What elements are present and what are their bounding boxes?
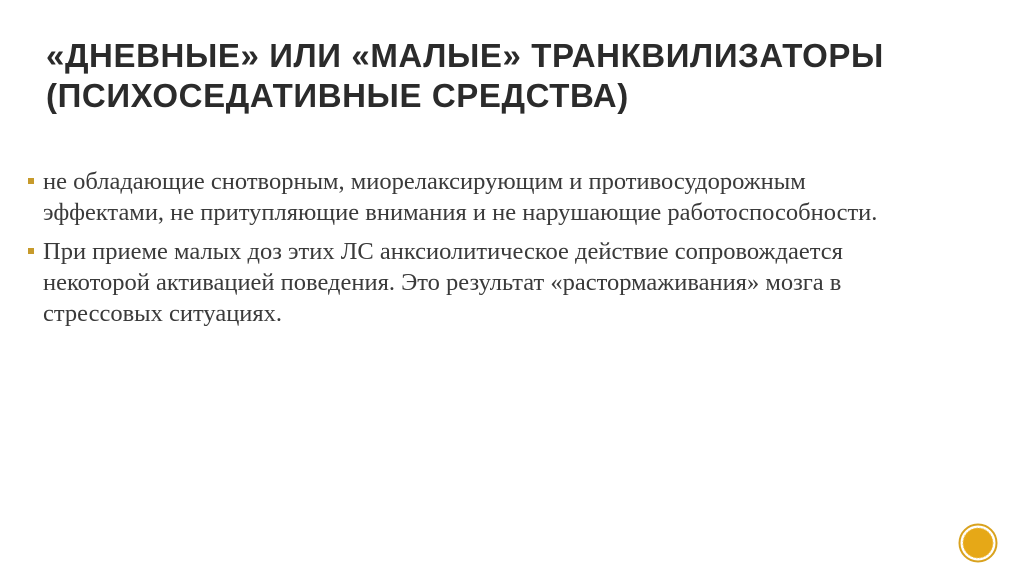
gold-circle-badge-icon xyxy=(958,523,998,563)
bullet-list xyxy=(28,166,928,337)
slide-title-line-1: «ДНЕВНЫЕ» ИЛИ «МАЛЫЕ» ТРАНКВИЛИЗАТОРЫ xyxy=(46,37,884,74)
slide-title-line-2: (ПСИХОСЕДАТИВНЫЕ СРЕДСТВА) xyxy=(46,77,629,114)
bullet-square-icon xyxy=(28,248,34,254)
bullet-item xyxy=(28,166,928,228)
bullet-item xyxy=(28,236,928,329)
bullet-text: не обладающие снотворным, миорелаксирующим и противосудорожным эффектами, не притупляющие внимания и не нарушающие работоспособности. xyxy=(43,168,878,226)
bullet-text: При приеме малых доз этих ЛС анксиолитическое действие сопровождается некоторой активацией поведения. Это результат «растормаживания» мозга в стрессовых ситуациях. xyxy=(43,238,843,327)
gold-circle-badge-svg xyxy=(958,523,998,563)
bullet-square-icon xyxy=(28,178,34,184)
slide-title xyxy=(46,36,976,116)
